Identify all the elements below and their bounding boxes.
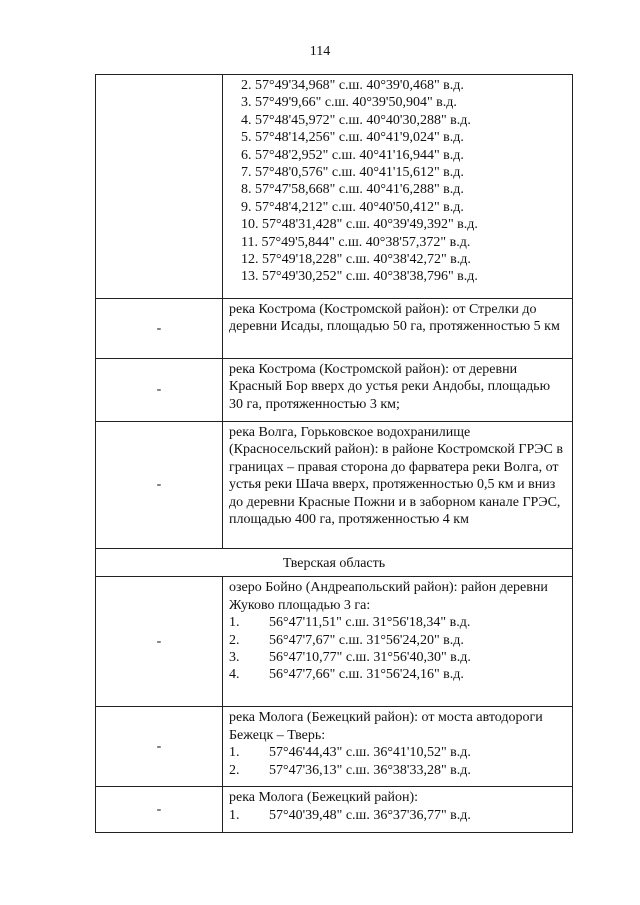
dash-mark: - bbox=[156, 802, 162, 818]
row-mark bbox=[96, 299, 223, 359]
list-item: 2. 57°49'34,968" с.ш. 40°39'0,468" в.д. bbox=[241, 78, 464, 93]
point-coordinates: 57°46'44,43" с.ш. 36°41'10,52" в.д. bbox=[269, 745, 471, 761]
row-mark bbox=[96, 787, 223, 833]
list-item: 8. 57°47'58,668" с.ш. 40°41'6,288" в.д. bbox=[241, 182, 464, 198]
dash-mark: - bbox=[156, 634, 162, 650]
point-coordinates: 56°47'11,51" с.ш. 31°56'18,34" в.д. bbox=[269, 615, 471, 631]
empty-cell bbox=[96, 75, 223, 299]
point-coordinates: 56°47'7,67" с.ш. 31°56'24,20" в.д. bbox=[269, 632, 464, 648]
table-row bbox=[96, 577, 573, 707]
point-number: 1. bbox=[229, 807, 240, 823]
point-coordinates: 57°40'39,48" с.ш. 36°37'36,77" в.д. bbox=[269, 807, 471, 823]
section-row bbox=[96, 549, 573, 577]
regulation-table bbox=[95, 74, 573, 833]
table-row bbox=[96, 75, 573, 299]
list-item: 12. 57°49'18,228" с.ш. 40°38'42,72" в.д. bbox=[241, 252, 471, 268]
point-coordinates: 57°47'36,13" с.ш. 36°38'33,28" в.д. bbox=[269, 762, 471, 778]
page-number: 114 bbox=[309, 44, 331, 59]
coordinate-list bbox=[229, 77, 566, 286]
description-cell: река Кострома (Костромской район): от Стрелки до деревни Исады, площадью 50 га, протяженностью 5 км bbox=[223, 299, 573, 359]
point-number: 3. bbox=[229, 650, 240, 666]
description-cell: река Волга, Горьковское водохранилище (Красносельский район): в районе Костромской ГРЭС в границах – правая сторона до фарватера реки Волга, от устья реки Шача вверх, протяженностью 0,5 км и вниз до деревни Красные Пожни и в заборном канале ГРЭС, площадью 400 га, протяженностью 4 км bbox=[223, 422, 573, 549]
list-item bbox=[229, 744, 566, 761]
point-coordinates: 56°47'10,77" с.ш. 31°56'40,30" в.д. bbox=[269, 650, 471, 666]
list-item: 10. 57°48'31,428" с.ш. 40°39'49,392" в.д. bbox=[241, 217, 478, 233]
point-coordinates: 56°47'7,66" с.ш. 31°56'24,16" в.д. bbox=[269, 667, 464, 683]
section-title: Тверская область bbox=[96, 549, 573, 577]
point-number: 2. bbox=[229, 632, 240, 648]
list-item bbox=[229, 649, 566, 666]
description-cell bbox=[223, 707, 573, 787]
list-item: 9. 57°48'4,212" с.ш. 40°40'50,412" в.д. bbox=[241, 199, 464, 215]
description-cell bbox=[223, 787, 573, 833]
dash-mark: - bbox=[156, 477, 162, 493]
list-item bbox=[229, 807, 566, 824]
list-item: 11. 57°49'5,844" с.ш. 40°38'57,372" в.д. bbox=[241, 234, 471, 250]
point-number: 4. bbox=[229, 667, 240, 683]
list-item bbox=[229, 614, 566, 631]
list-item bbox=[229, 632, 566, 649]
point-number: 2. bbox=[229, 762, 240, 778]
row-mark bbox=[96, 707, 223, 787]
table-row bbox=[96, 707, 573, 787]
list-item: 13. 57°49'30,252" с.ш. 40°38'38,796" в.д. bbox=[241, 269, 478, 285]
row-mark bbox=[96, 577, 223, 707]
list-item: 5. 57°48'14,256" с.ш. 40°41'9,024" в.д. bbox=[241, 130, 464, 146]
row-mark bbox=[96, 359, 223, 422]
list-item: 4. 57°48'45,972" с.ш. 40°40'30,288" в.д. bbox=[241, 112, 471, 128]
point-number: 1. bbox=[229, 745, 240, 761]
list-item bbox=[229, 762, 566, 779]
row-description: озеро Бойно (Андреапольский район): район деревни Жуково площадью 3 га: bbox=[229, 580, 548, 613]
row-mark bbox=[96, 422, 223, 549]
list-item bbox=[229, 666, 566, 683]
list-item: 6. 57°48'2,952" с.ш. 40°41'16,944" в.д. bbox=[241, 147, 464, 163]
dash-mark: - bbox=[156, 382, 162, 398]
description-cell bbox=[223, 577, 573, 707]
row-description: река Молога (Бежецкий район): от моста автодороги Бежецк – Тверь: bbox=[229, 710, 543, 743]
coordinates-cell bbox=[223, 75, 573, 299]
point-number: 1. bbox=[229, 615, 240, 631]
dash-mark: - bbox=[156, 739, 162, 755]
table-row bbox=[96, 359, 573, 422]
table-row bbox=[96, 787, 573, 833]
description-cell: река Кострома (Костромской район): от деревни Красный Бор вверх до устья реки Андобы, площадью 30 га, протяженностью 3 км; bbox=[223, 359, 573, 422]
dash-mark: - bbox=[156, 320, 162, 336]
list-item: 3. 57°49'9,66" с.ш. 40°39'50,904" в.д. bbox=[241, 95, 457, 111]
table-row bbox=[96, 299, 573, 359]
table-row bbox=[96, 422, 573, 549]
list-item: 7. 57°48'0,576" с.ш. 40°41'15,612" в.д. bbox=[241, 165, 464, 181]
row-description: река Молога (Бежецкий район): bbox=[229, 790, 419, 806]
